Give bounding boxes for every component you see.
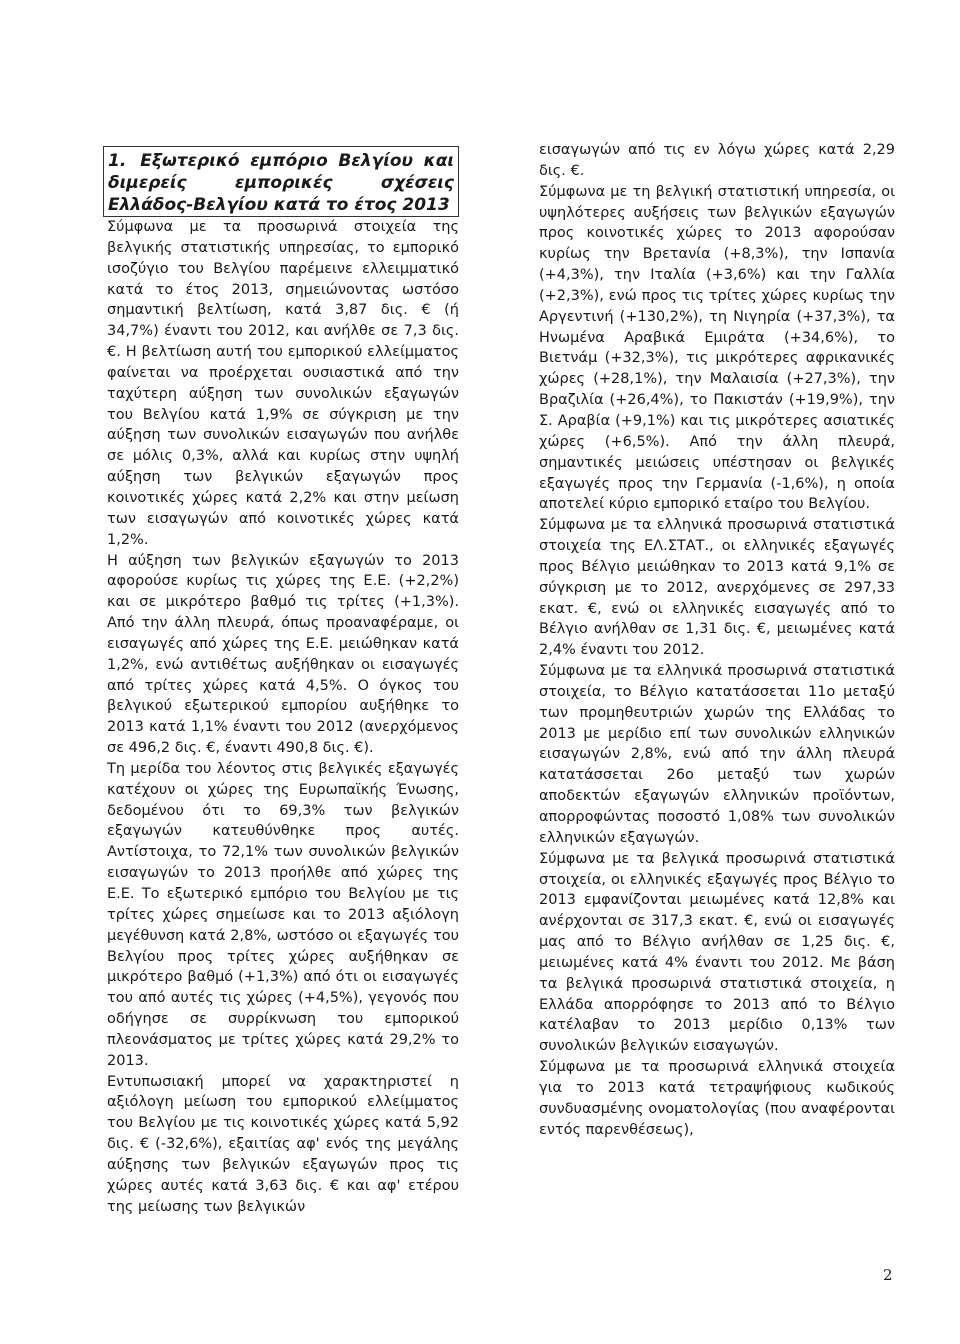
section-number: 1. — [108, 151, 127, 171]
right-paragraph-6: Σύμφωνα με τα προσωρινά ελληνικά στοιχεία για το 2013 κατά τετραψήφιους κωδικούς συνδυασμένης ονοματολογίας (που αναφέρονται εντός παρενθέσεως), — [539, 1059, 895, 1138]
right-paragraph-3: Σύμφωνα με τα ελληνικά προσωρινά στατιστικά στοιχεία της ΕΛ.ΣΤΑΤ., οι ελληνικές εξαγωγές προς Βέλγιο μειώθηκαν το 2013 κατά 9,1% σε σύγκριση με το 2012, ανερχόμενες σε 297,33 εκατ. €, ενώ οι ελληνικές εισαγωγές από το Βέλγιο ανήλθαν σε 1,31 δις. €, μειωμένες κατά 2,4% έναντι του 2012. — [539, 517, 895, 659]
left-paragraph-4: Εντυπωσιακή μπορεί να χαρακτηριστεί η αξιόλογη μείωση του εμπορικού ελλείμματος του Βελγίου με τις κοινοτικές χώρες κατά 5,92 δις. € (-32,6%), εξαιτίας αφ' ενός της μεγάλης αύξησης των βελγικών εξαγωγών προς τις χώρες αυτές κατά 3,63 δις. € και αφ' ετέρου της μείωσης των βελγικών — [107, 1073, 459, 1215]
section-heading — [108, 150, 454, 216]
page-number: 2 — [883, 1266, 893, 1284]
right-paragraph-5: Σύμφωνα με τα βελγικά προσωρινά στατιστικά στοιχεία, οι ελληνικές εξαγωγές προς Βέλγιο το 2013 εμφανίζονται μειωμένες κατά 12,8% και ανέρχονται σε 317,3 εκατ. €, ενώ οι εισαγωγές μας από το Βέλγιο ανήλθαν σε 1,25 δις. €, μειωμένες κατά 4% έναντι του 2012. Με βάση τα βελγικά προσωρινά στατιστικά στοιχεία, η Ελλάδα απορρόφησε το 2013 από το Βέλγιο κατέλαβαν το 2013 μερίδιο 0,13% των συνολικών βελγικών εισαγωγών. — [539, 850, 895, 1055]
right-column — [539, 140, 895, 1141]
right-paragraph-1: εισαγωγών από τις εν λόγω χώρες κατά 2,29 δις. €. — [539, 142, 895, 179]
right-paragraph-2: Σύμφωνα με τη βελγική στατιστική υπηρεσία, οι υψηλότερες αυξήσεις των βελγικών εξαγωγών προς κοινοτικές χώρες το 2013 αφορούσαν κυρίως την Βρετανία (+8,3%), την Ισπανία (+4,3%), την Ιταλία (+3,6%) και την Γαλλία (+2,3%), ενώ προς τις τρίτες χώρες κυρίως την Αργεντινή (+130,2%), τη Νιγηρία (+37,3%), τα Ηνωμένα Αραβικά Εμιράτα (+34,6%), το Βιετνάμ (+32,3%), τις μικρότερες αφρικανικές χώρες (+28,1%), την Μαλαισία (+27,3%), την Βραζιλία (+26,4%), το Πακιστάν (+19,9%), την Σ. Αραβία (+9,1%) και τις μικρότερες ασιατικές χώρες (+6,5%). Από την άλλη πλευρά, σημαντικές μειώσεις υπέστησαν οι βελγικές εξαγωγές προς την Γερμανία (-1,6%), η οποία αποτελεί κύριο εμπορικό εταίρο του Βελγίου. — [539, 183, 895, 513]
left-paragraph-3: Τη μερίδα του λέοντος στις βελγικές εξαγωγές κατέχουν οι χώρες της Ευρωπαϊκής Ένωσης, δεδομένου ότι το 69,3% των βελγικών εξαγωγών κατευθύνθηκε προς αυτές. Αντίστοιχα, το 72,1% των συνολικών βελγικών εισαγωγών το 2013 προήλθε από χώρες της Ε.Ε. Το εξωτερικό εμπόριο του Βελγίου με τις τρίτες χώρες σημείωσε και το 2013 αξιόλογη μεγέθυνση κατά 2,8%, ωστόσο οι εξαγωγές του Βελγίου προς τρίτες χώρες αυξήθηκαν σε μικρότερο βαθμό (+1,3%) από ότι οι εισαγωγές του από αυτές τις χώρες (+4,5%), γεγονός που οδήγησε σε συρρίκνωση του εμπορικού πλεονάσματος με τρίτες χώρες κατά 29,2% το 2013. — [107, 760, 459, 1069]
left-paragraph-2: Η αύξηση των βελγικών εξαγωγών το 2013 αφορούσε κυρίως τις χώρες της Ε.Ε. (+2,2%) και σε μικρότερο βαθμό τις τρίτες (+1,3%). Από την άλλη πλευρά, όπως προαναφέραμε, οι εισαγωγές από χώρες της Ε.Ε. μειώθηκαν κατά 1,2%, ενώ αντιθέτως αυξήθηκαν οι εισαγωγές από τρίτες χώρες κατά 4,5%. Ο όγκος του βελγικού εξωτερικού εμπορίου αυξήθηκε το 2013 κατά 1,1% έναντι του 2012 (ανερχόμενος σε 496,2 δις. €, έναντι 490,8 δις. €). — [107, 552, 459, 757]
left-column — [107, 146, 459, 1218]
section-heading-box — [103, 146, 459, 217]
section-title: Εξωτερικό εμπόριο Βελγίου και διμερείς εμπορικές σχέσεις Ελλάδος-Βελγίου κατά το έτος 2013 — [108, 151, 454, 215]
left-paragraph-1: Σύμφωνα με τα προσωρινά στοιχεία της βελγικής στατιστικής υπηρεσίας, το εμπορικό ισοζύγιο του Βελγίου παρέμεινε ελλειμματικό κατά το έτος 2013, σημειώνοντας ωστόσο σημαντική βελτίωση, κατά 3,87 δις. € (ή 34,7%) έναντι του 2012, και ανήλθε σε 7,3 δις. €. Η βελτίωση αυτή του εμπορικού ελλείμματος φαίνεται να προέρχεται ουσιαστικά από την ταχύτερη αύξηση των συνολικών εξαγωγών του Βελγίου κατά 1,9% σε σύγκριση με την αύξηση των συνολικών εισαγωγών που ανήλθε σε μόλις 0,3%, αλλά και κυρίως στην υψηλή αύξηση των βελγικών εξαγωγών προς κοινοτικές χώρες κατά 2,2% και στην μείωση των εισαγωγών από κοινοτικές χώρες κατά 1,2%. — [107, 219, 459, 548]
right-paragraph-4: Σύμφωνα με τα ελληνικά προσωρινά στατιστικά στοιχεία, το Βέλγιο κατατάσσεται 11ο μεταξύ των προμηθευτριών χωρών της Ελλάδας το 2013 με μερίδιο επί των συνολικών ελληνικών εισαγωγών 2,8%, ενώ από την άλλη πλευρά κατατάσσεται 26ο μεταξύ των χωρών αποδεκτών εξαγωγών ελληνικών προϊόντων, απορροφώντας ποσοστό 1,08% των συνολικών ελληνικών εξαγωγών. — [539, 663, 895, 846]
